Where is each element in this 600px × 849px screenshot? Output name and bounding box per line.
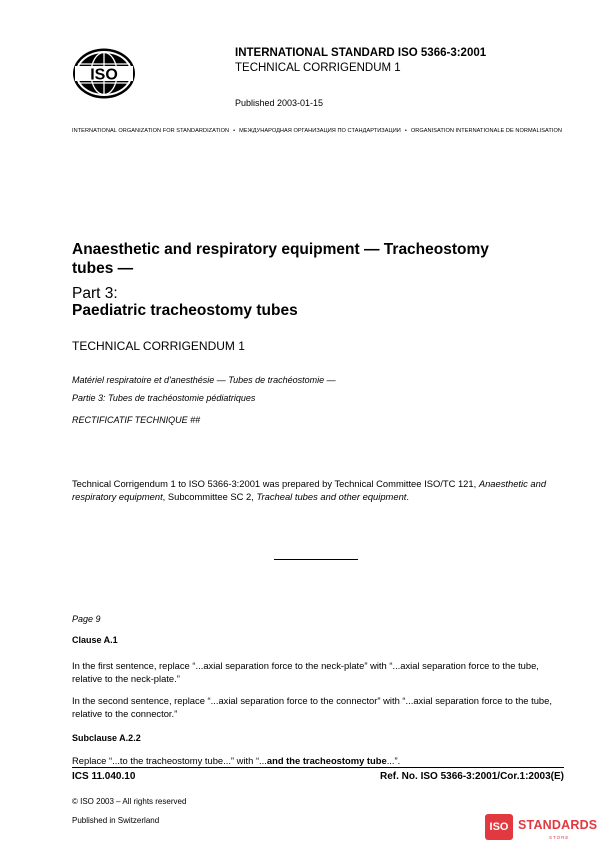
watermark-text: STANDARDS [518, 818, 598, 832]
bullet-separator: • [233, 128, 236, 134]
corrigendum-label: TECHNICAL CORRIGENDUM 1 [235, 62, 401, 74]
french-title: Matériel respiratoire et d'anesthésie — Tubes de trachéostomie — [72, 375, 336, 385]
org-name-ru: МЕЖДУНАРОДНАЯ ОРГАНИЗАЦИЯ ПО СТАНДАРТИЗАЦИИ [239, 128, 401, 134]
intro-text: . [406, 490, 409, 502]
watermark-subtext: STORE [549, 835, 570, 840]
part-title: Paediatric tracheostomy tubes [72, 302, 298, 319]
subclause-paragraph [72, 755, 400, 766]
intro-text: , Subcommittee SC 2, [162, 490, 257, 502]
published-date: Published 2003-01-15 [235, 98, 324, 108]
organization-names [72, 128, 562, 134]
clause-paragraph-2: In the second sentence, replace “...axial separation force to the connector” with “...axial separation force to the tube, relative to the connector.” [72, 695, 552, 719]
org-name-en: INTERNATIONAL ORGANIZATION FOR STANDARDIZATION [72, 128, 230, 134]
copyright-notice: © ISO 2003 – All rights reserved [72, 797, 187, 806]
ics-code: ICS 11.040.10 [72, 771, 136, 782]
subclause-text: ...”. [386, 755, 401, 766]
subclause-text: Replace “...to the tracheostomy tube...” with “... [72, 755, 267, 766]
svg-text:ISO: ISO [90, 66, 118, 84]
intro-subcommittee-title: Tracheal tubes and other equipment [256, 490, 407, 502]
standard-number: INTERNATIONAL STANDARD ISO 5366-3:2001 [235, 47, 487, 59]
subclause-heading: Subclause A.2.2 [72, 733, 141, 743]
french-rectificatif: RECTIFICATIF TECHNIQUE ## [72, 415, 201, 425]
part-label: Part 3: [72, 285, 118, 302]
iso-standards-store-watermark [485, 814, 598, 846]
bullet-separator: • [404, 128, 407, 134]
intro-committee-title: Anaesthetic and respiratory equipment [72, 478, 547, 502]
iso-globe-logo-icon [71, 47, 137, 100]
intro-paragraph [72, 478, 564, 503]
intro-text: Technical Corrigendum 1 to ISO 5366-3:2001 was prepared by Technical Committee ISO/TC 121, [72, 478, 479, 489]
title-corrigendum: TECHNICAL CORRIGENDUM 1 [72, 339, 245, 353]
reference-number: Ref. No. ISO 5366-3:2001/Cor.1:2003(E) [380, 771, 564, 782]
clause-paragraph-1: In the first sentence, replace “...axial separation force to the neck-plate” with “...axial separation force to the tube, relative to the neck-plate.” [72, 660, 539, 684]
footer-rule [72, 767, 564, 768]
page-reference: Page 9 [72, 614, 101, 624]
subclause-emphasis: and the tracheostomy tube [266, 755, 387, 766]
document-title: Anaesthetic and respiratory equipment — Tracheostomy tubes — [72, 241, 489, 277]
published-in: Published in Switzerland [72, 816, 160, 825]
clause-heading: Clause A.1 [72, 635, 118, 645]
iso-badge-icon: ISO [485, 814, 513, 840]
french-part: Partie 3: Tubes de trachéostomie pédiatriques [72, 393, 256, 403]
iso-logo [71, 47, 137, 100]
org-name-fr: ORGANISATION INTERNATIONALE DE NORMALISATION [410, 128, 562, 134]
section-divider [274, 559, 358, 560]
